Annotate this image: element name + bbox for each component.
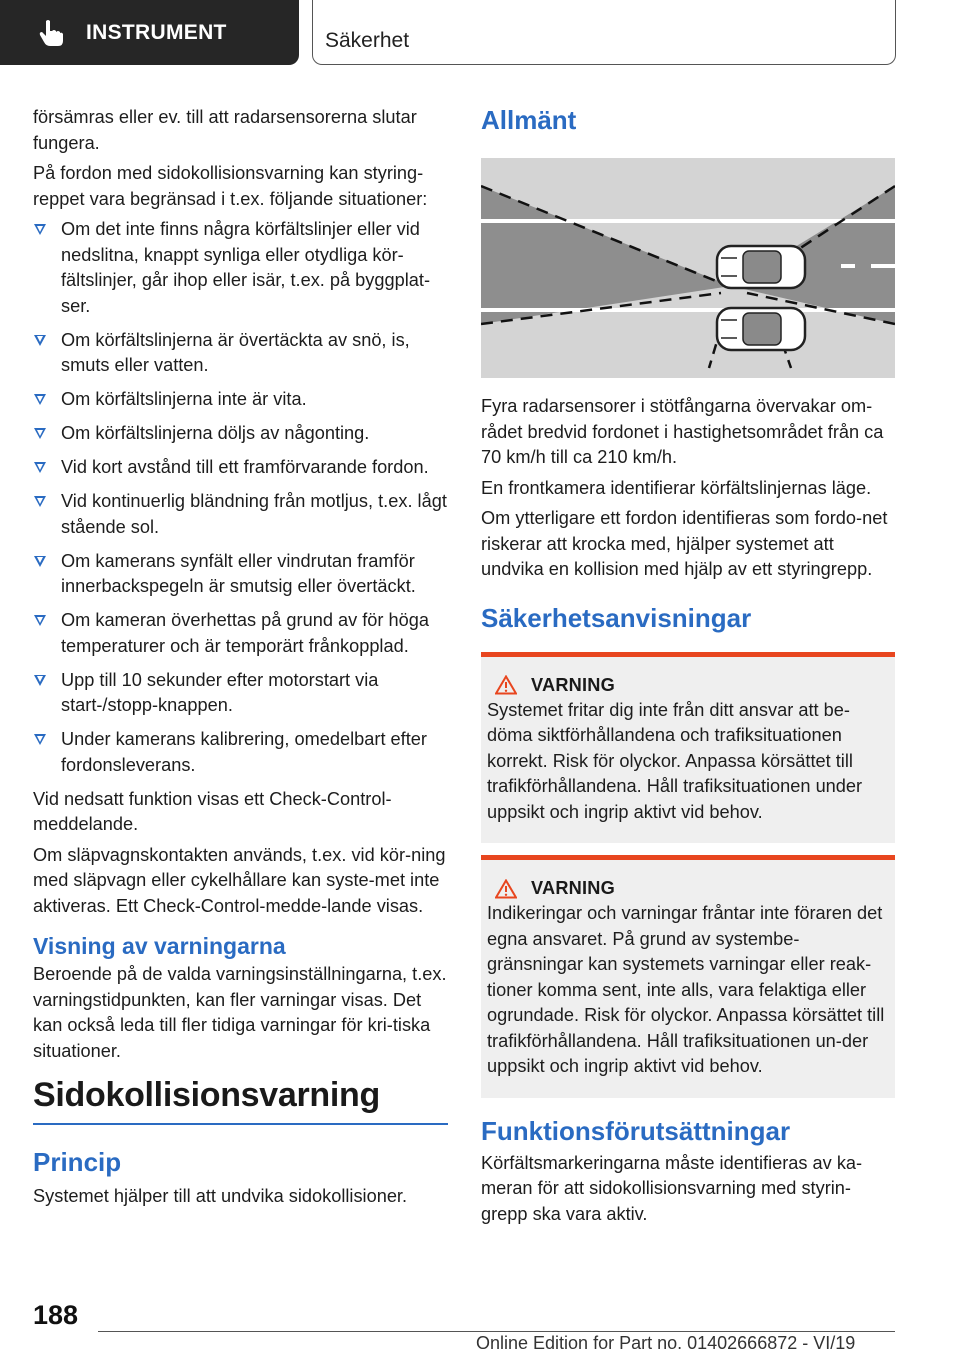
allmant-heading: Allmänt — [481, 105, 577, 135]
visning-heading: Visning av varningarna — [33, 933, 286, 959]
warning-text: Indikeringar och varningar fråntar inte föraren det egna ansvaret. På grund av systembe-gränsningar kan systemets varningar eller reak-tioner komma sent, inte alls, vara felaktiga eller ogrundade. Risk för olyckor. Anpassa körsättet till trafikförhållandena. Håll trafiksituationen un-der uppsikt och ingrip aktivt vid behov. — [487, 903, 885, 1076]
list-item: Upp till 10 sekunder efter motorstart via start-/stopp-knappen. — [33, 668, 448, 719]
main-section-heading: Sidokollisionsvarning — [33, 1076, 380, 1114]
bullet-triangle-icon — [34, 556, 46, 567]
page-number: 188 — [33, 1300, 79, 1330]
warning-triangle-icon — [495, 879, 517, 899]
intro-paragraph-2: På fordon med sidokollisionsvarning kan styring-reppet vara begränsad i t.ex. följande situationer: — [33, 163, 428, 209]
list-item: Vid kontinuerlig bländning från motljus, t.ex. lågt stående sol. — [33, 489, 448, 540]
bullet-triangle-icon — [34, 428, 46, 439]
car-top-icon — [717, 246, 805, 288]
funktion-heading: Funktionsförutsättningar — [481, 1115, 791, 1146]
princip-paragraph: Systemet hjälper till att undvika sidokollisioner. — [33, 1185, 408, 1206]
edition-text: Online Edition for Part no. 01402666872 - VI/19 — [476, 1333, 856, 1353]
warning-text: Systemet fritar dig inte från ditt ansvar att be-döma siktförhållandena och trafiksituationen korrekt. Risk för olyckor. Anpassa körsättet till trafikförhållandena. Håll trafiksituationen under uppsikt och ingrip aktivt vid behov. — [487, 699, 863, 822]
warning-box-1 — [481, 652, 895, 844]
footer-rule — [98, 1331, 895, 1332]
section-tab[interactable] — [0, 0, 299, 65]
hand-pointer-icon — [36, 18, 66, 48]
radar-illustration — [481, 158, 895, 378]
left-column — [33, 105, 448, 1214]
visning-paragraph: Beroende på de valda varningsinställningarna, t.ex. varningstidpunkten, kan fler varningar visas. Det kan också leda till fler tidiga varningar för kri-tiska situationer. — [33, 964, 447, 1061]
warning-triangle-icon — [495, 675, 517, 695]
section-tab-label: INSTRUMENT — [86, 20, 227, 44]
list-item: Vid kort avstånd till ett framförvarande fordon. — [33, 455, 448, 481]
chapter-title: Säkerhet — [325, 29, 410, 52]
sakerhet-heading: Säkerhetsanvisningar — [481, 602, 752, 633]
right-column — [481, 105, 895, 1232]
warning-title: VARNING — [531, 878, 615, 898]
bullet-triangle-icon — [34, 496, 46, 507]
list-item: Om kameran överhettas på grund av för höga temperaturer och är temporärt frånkopplad. — [33, 608, 448, 659]
list-item: Om körfältslinjerna inte är vita. — [33, 387, 448, 413]
list-item: Om körfältslinjerna döljs av någonting. — [33, 421, 448, 447]
bullet-triangle-icon — [34, 394, 46, 405]
bullet-triangle-icon — [34, 615, 46, 626]
princip-heading: Princip — [33, 1146, 122, 1177]
allmant-paragraph-3: Om ytterligare ett fordon identifieras som fordo-net riskerar att krocka med, hjälper systemet att undvika en kollision med hjälp av ett styringrepp. — [481, 508, 888, 579]
limitation-list — [33, 217, 448, 778]
bullet-triangle-icon — [34, 224, 46, 235]
heading-rule — [33, 1123, 448, 1125]
intro-paragraph-1: försämras eller ev. till att radarsensorerna slutar fungera. — [33, 107, 417, 153]
bullet-triangle-icon — [34, 335, 46, 346]
funktion-paragraph: Körfältsmarkeringarna måste identifieras av ka-meran för att sidokollisionsvarning med styrin-grepp ska vara aktiv. — [481, 1152, 863, 1224]
check-control-paragraph: Vid nedsatt funktion visas ett Check-Control-meddelande. — [33, 788, 392, 834]
list-item: Om det inte finns några körfältslinjer eller vid nedslitna, knappt synliga eller otydliga kör-fältslinjer, går ihop eller isär, t.ex. på byggplat-ser. — [33, 217, 448, 319]
radar-diagram — [481, 158, 895, 378]
bullet-triangle-icon — [34, 734, 46, 745]
warning-title: VARNING — [531, 674, 615, 695]
chapter-header — [312, 0, 896, 65]
allmant-paragraph-1: Fyra radarsensorer i stötfångarna övervakar om-rådet bredvid fordonet i hastighetsområdet från ca 70 km/h till ca 210 km/h. — [481, 396, 884, 467]
trailer-paragraph: Om släpvagnskontakten används, t.ex. vid kör-ning med släpvagn eller cykelhållare kan syste-met inte aktiveras. Ett Check-Control-medde-lande visas. — [33, 844, 446, 916]
list-item: Om kamerans synfält eller vindrutan framför innerbackspegeln är smutsig eller övertäckt. — [33, 549, 448, 600]
warning-box-2 — [481, 855, 895, 1098]
list-item: Om körfältslinjerna är övertäckta av snö, is, smuts eller vatten. — [33, 328, 448, 379]
list-item: Under kamerans kalibrering, omedelbart efter fordonsleverans. — [33, 727, 448, 778]
bullet-triangle-icon — [34, 675, 46, 686]
car-bottom-icon — [717, 308, 805, 350]
bullet-triangle-icon — [34, 462, 46, 473]
allmant-paragraph-2: En frontkamera identifierar körfältslinjernas läge. — [481, 477, 872, 498]
